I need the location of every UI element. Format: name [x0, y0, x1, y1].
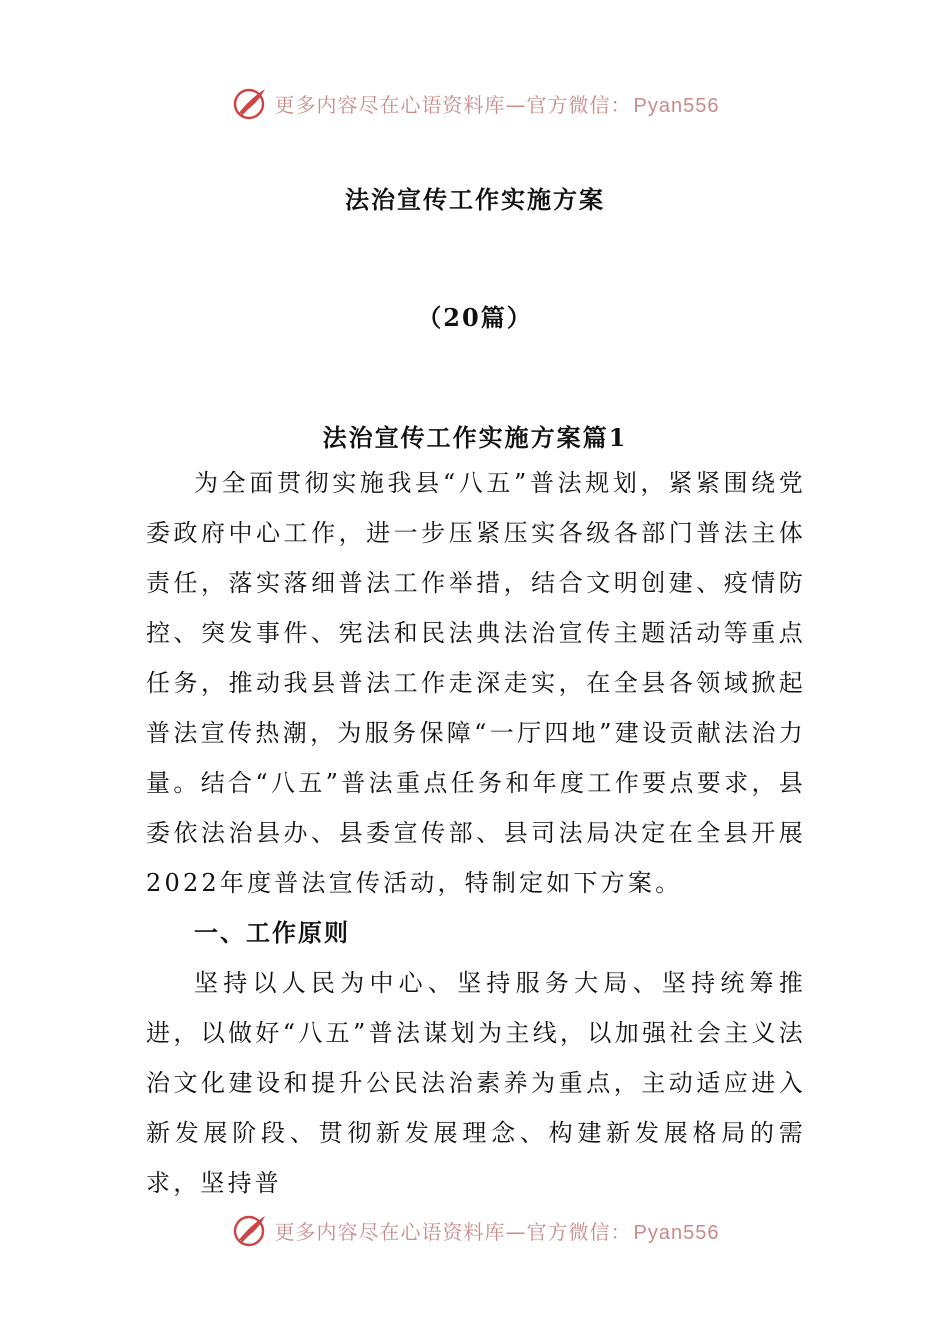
section-title: 法治宣传工作实施方案篇1: [322, 423, 628, 452]
document-title: 法治宣传工作实施方案: [345, 185, 605, 214]
quill-logo-icon: [231, 1210, 271, 1250]
watermark-text: 更多内容尽在心语资料库—官方微信： Pyan556: [274, 1219, 720, 1244]
paragraph-2: 坚持以人民为中心、坚持服务大局、坚持统筹推进，以做好“八五”普法谋划为主线，以加强社会主义法治文化建设和提升公民法治素养为重点，主动适应进入新发展阶段、贯彻新发展理念、构建新发展格局的需求，坚持普: [146, 969, 806, 1197]
quill-logo-icon: [231, 83, 271, 123]
paragraph-1: 为全面贯彻实施我县“八五”普法规划，紧紧围绕党委政府中心工作，进一步压紧压实各级各部门普法主体责任，落实落细普法工作举措，结合文明创建、疫情防控、突发事件、宪法和民法典法治宣传主题活动等重点任务，推动我县普法工作走深走实，在全县各领域掀起普法宣传热潮，为服务保障“一厅四地”建设贡献法治力量。结合“八五”普法重点任务和年度工作要点要求，县委依法治县办、县委宣传部、县司法局决定在全县开展2022年度普法宣传活动，特制定如下方案。: [146, 469, 806, 897]
heading-work-principles: 一、工作原则: [194, 918, 350, 947]
document-count: （20篇）: [417, 303, 533, 332]
watermark-footer: [0, 1208, 950, 1252]
watermark-header: [0, 81, 950, 125]
document-body: [146, 458, 806, 1208]
watermark-text: 更多内容尽在心语资料库—官方微信： Pyan556: [274, 92, 720, 117]
